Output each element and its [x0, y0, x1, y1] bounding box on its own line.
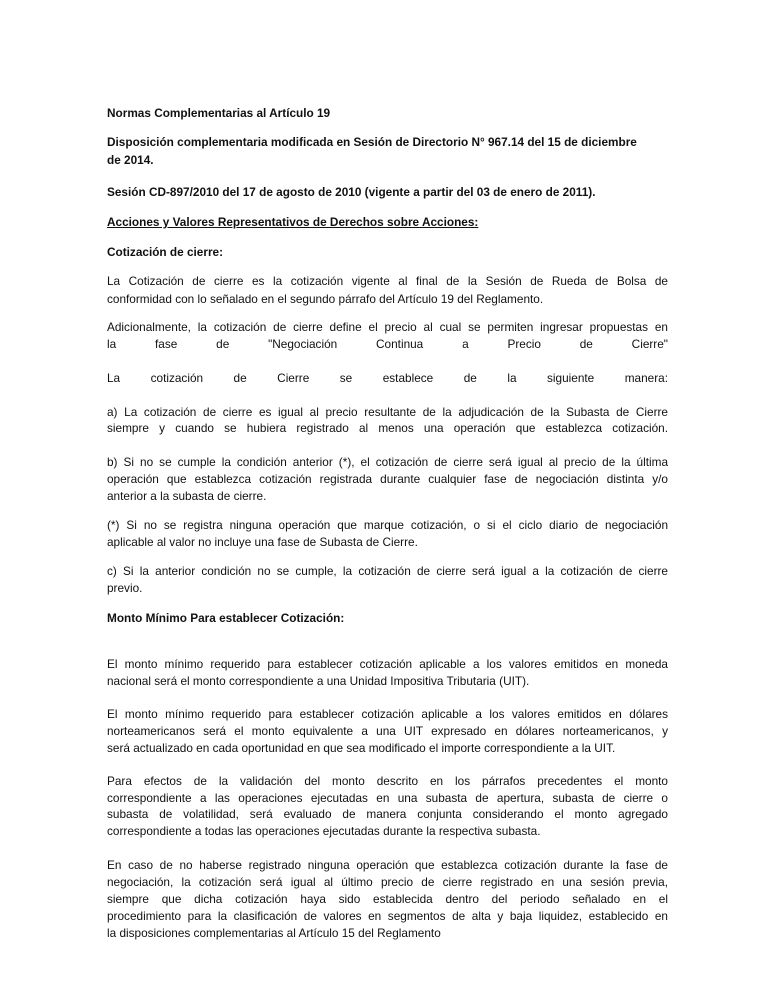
text-line: a) La cotización de cierre es igual al precio resultante de la adjudicación de la Subasta de Cierre	[107, 405, 668, 419]
text-line: la fase de "Negociación Continua a Precio de Cierre"	[107, 337, 668, 351]
text-line: Acciones y Valores Representativos de Derechos sobre Acciones:	[107, 215, 479, 229]
text-line: La Cotización de cierre es la cotización vigente al final de la Sesión de Rueda de Bolsa de	[107, 274, 668, 288]
text-line: Adicionalmente, la cotización de cierre define el precio al cual se permiten ingresar propuestas en	[107, 320, 668, 334]
text-line: (*) Si no se registra ninguna operación que marque cotización, o si el ciclo diario de negociación	[107, 518, 668, 532]
text-line: correspondiente a las operaciones ejecutadas en una subasta de apertura, subasta de cierre o	[107, 791, 668, 805]
text-line: b) Si no se cumple la condición anterior (*), el cotización de cierre será igual al precio de la última	[107, 455, 668, 469]
text-line: El monto mínimo requerido para establecer cotización aplicable a los valores emitidos en dólares	[107, 707, 668, 721]
text-line: aplicable al valor no incluye una fase de Subasta de Cierre.	[107, 535, 418, 549]
text-line: La cotización de Cierre se establece de la siguiente manera:	[107, 371, 668, 385]
text-line: El monto mínimo requerido para establecer cotización aplicable a los valores emitidos en moneda	[107, 657, 668, 671]
text-line: Cotización de cierre:	[107, 245, 224, 259]
text-line: Para efectos de la validación del monto descrito en los párrafos precedentes el monto	[107, 774, 668, 788]
text-line: En caso de no haberse registrado ninguna operación que establezca cotización durante la fase de	[107, 858, 668, 872]
text-line: c) Si la anterior condición no se cumple, la cotización de cierre será igual a la cotización de cierre	[107, 564, 668, 578]
text-line: norteamericanos será el monto equivalente a una UIT expresado en dólares norteamericanos, y	[107, 724, 668, 738]
text-line: procedimiento para la clasificación de valores en segmentos de alta y baja liquidez, establecido en	[107, 909, 668, 923]
text-line: Disposición complementaria modificada en Sesión de Directorio N° 967.14 del 15 de diciembre	[107, 135, 637, 149]
text-line: nacional será el monto correspondiente a una Unidad Impositiva Tributaria (UIT).	[107, 674, 530, 688]
text-line: Monto Mínimo Para establecer Cotización:	[107, 611, 345, 625]
text-line: subasta de volatilidad, será evaluado de manera conjunta considerando el monto agregado	[107, 807, 668, 821]
text-line: siempre y cuando se hubiera registrado al menos una operación que establezca cotización.	[107, 421, 668, 435]
text-line: correspondiente a todas las operaciones ejecutadas durante la respectiva subasta.	[107, 824, 541, 838]
text-line: será actualizado en cada oportunidad en que sea modificado el importe correspondiente a la UIT.	[107, 741, 616, 755]
text-line: conformidad con lo señalado en el segundo párrafo del Artículo 19 del Reglamento.	[107, 292, 544, 306]
text-line: previo.	[107, 581, 143, 595]
text-line: Sesión CD-897/2010 del 17 de agosto de 2010 (vigente a partir del 03 de enero de 2011).	[107, 185, 596, 199]
text-line: Normas Complementarias al Artículo 19	[107, 106, 331, 120]
text-line: negociación, la cotización será igual al último precio de cierre registrado en una sesión previa,	[107, 875, 668, 889]
text-line: la disposiciones complementarias al Artículo 15 del Reglamento	[107, 926, 441, 940]
text-line: operación que establezca cotización registrada durante cualquier fase de negociación distinta y/o	[107, 472, 668, 486]
text-line: siempre que dicha cotización haya sido establecida dentro del periodo señalado en el	[107, 892, 668, 906]
text-line: anterior a la subasta de cierre.	[107, 489, 267, 503]
text-line: de 2014.	[107, 153, 154, 167]
